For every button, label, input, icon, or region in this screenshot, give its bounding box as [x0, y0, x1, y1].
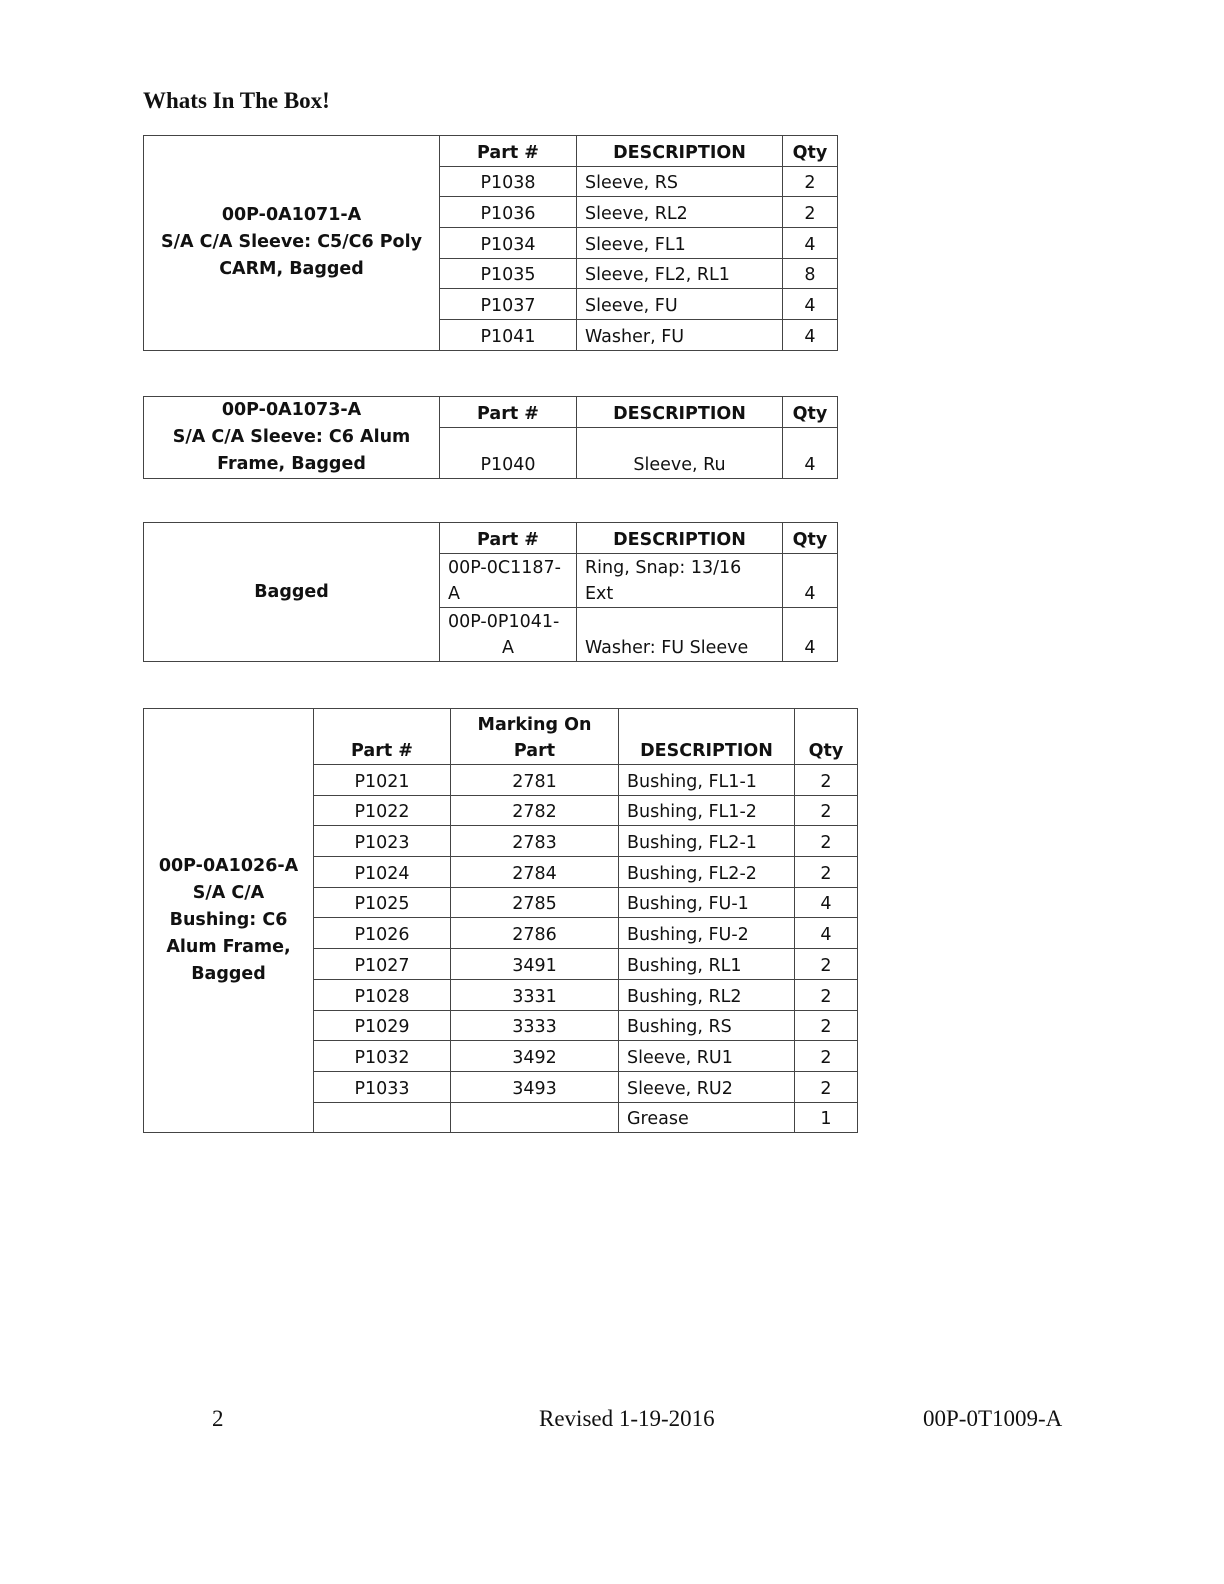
marking-cell: [451, 1102, 619, 1133]
qty-cell: 4: [783, 289, 838, 320]
qty-cell: 2: [795, 857, 858, 888]
qty-cell: 2: [783, 197, 838, 228]
description-cell: Sleeve, Ru: [577, 428, 783, 479]
header-marking: [451, 709, 619, 765]
kit-group-line: S/A C/A Sleeve: C5/C6 Poly: [161, 232, 422, 253]
description-cell: [577, 608, 783, 662]
qty-cell: 4: [783, 228, 838, 259]
description-cell: Sleeve, RU2: [619, 1071, 795, 1102]
header-part: Part #: [440, 397, 577, 428]
description-cell: Bushing, RS: [619, 1010, 795, 1041]
description-cell: Sleeve, FL2, RL1: [577, 258, 783, 289]
marking-cell: 3331: [451, 979, 619, 1010]
marking-cell: 3493: [451, 1071, 619, 1102]
description-cell: Bushing, FL2-1: [619, 826, 795, 857]
part-number-cell: P1038: [440, 166, 577, 197]
part-number-cell: [440, 608, 577, 662]
description-cell: Bushing, RL1: [619, 949, 795, 980]
part-number-line: 00P-0C1187-: [448, 558, 561, 578]
qty-cell: 2: [795, 949, 858, 980]
marking-cell: 3333: [451, 1010, 619, 1041]
part-number-cell: [314, 1102, 451, 1133]
marking-cell: 2786: [451, 918, 619, 949]
description-cell: Bushing, FL2-2: [619, 857, 795, 888]
qty-cell: 4: [795, 918, 858, 949]
marking-cell: 2785: [451, 887, 619, 918]
description-cell: Bushing, FU-2: [619, 918, 795, 949]
kit-table-00P-0A1073-A: [143, 396, 838, 479]
part-number-cell: P1022: [314, 795, 451, 826]
kit-table-bagged: [143, 522, 838, 662]
header-marking-line: Part: [513, 741, 556, 761]
header-qty: Qty: [783, 136, 838, 167]
qty-cell: 4: [783, 428, 838, 479]
part-number-cell: P1023: [314, 826, 451, 857]
marking-cell: 2782: [451, 795, 619, 826]
page-title: Whats In The Box!: [143, 88, 330, 113]
kit-table-00P-0A1026-A: [143, 708, 858, 1133]
qty-cell: 2: [795, 979, 858, 1010]
description-cell: Sleeve, RU1: [619, 1041, 795, 1072]
part-number-cell: P1029: [314, 1010, 451, 1041]
part-number-cell: P1026: [314, 918, 451, 949]
qty-cell: 2: [795, 795, 858, 826]
qty-cell: 4: [795, 887, 858, 918]
marking-cell: 3492: [451, 1041, 619, 1072]
description-line: Ring, Snap: 13/16: [585, 558, 742, 578]
kit-group-cell: [144, 136, 440, 351]
qty-cell: 2: [795, 826, 858, 857]
header-part: Part #: [440, 136, 577, 167]
description-cell: Bushing, FU-1: [619, 887, 795, 918]
header-qty: Qty: [783, 397, 838, 428]
kit-group-cell: [144, 709, 314, 1133]
kit-group-cell: [144, 523, 440, 662]
qty-cell: 2: [783, 166, 838, 197]
qty-cell: 4: [783, 554, 838, 608]
part-number-line: A: [502, 638, 514, 658]
part-number-cell: P1036: [440, 197, 577, 228]
kit-group-cell: [144, 397, 440, 479]
part-number-cell: P1041: [440, 320, 577, 351]
part-number-cell: P1032: [314, 1041, 451, 1072]
marking-cell: 2783: [451, 826, 619, 857]
part-number-cell: P1033: [314, 1071, 451, 1102]
kit-table-00P-0A1071-A: [143, 135, 838, 351]
footer-document-id: 00P-0T1009-A: [923, 1406, 1063, 1431]
part-number-cell: P1028: [314, 979, 451, 1010]
qty-cell: 8: [783, 258, 838, 289]
part-number-cell: P1037: [440, 289, 577, 320]
qty-cell: 2: [795, 1041, 858, 1072]
marking-cell: 3491: [451, 949, 619, 980]
header-description: DESCRIPTION: [577, 523, 783, 554]
kit-group-line: S/A C/A Sleeve: C6 Alum: [172, 427, 411, 447]
header-description: DESCRIPTION: [577, 397, 783, 428]
part-number-cell: [440, 554, 577, 608]
header-marking-line: Marking On: [477, 715, 592, 735]
kit-group-line: 00P-0A1026-A: [158, 856, 299, 877]
part-number-cell: P1024: [314, 857, 451, 888]
description-line: Washer: FU Sleeve: [585, 638, 749, 658]
footer-page-number: 2: [212, 1406, 224, 1431]
header-qty: Qty: [783, 523, 838, 554]
header-description: DESCRIPTION: [619, 709, 795, 765]
part-number-cell: P1027: [314, 949, 451, 980]
qty-cell: 4: [783, 320, 838, 351]
kit-group-line: CARM, Bagged: [219, 259, 364, 280]
qty-cell: 2: [795, 1071, 858, 1102]
description-cell: Bushing, FL1-2: [619, 795, 795, 826]
description-cell: Bushing, RL2: [619, 979, 795, 1010]
description-cell: Sleeve, FU: [577, 289, 783, 320]
description-cell: Sleeve, RL2: [577, 197, 783, 228]
kit-group-line: S/A C/A: [192, 883, 265, 904]
kit-group-line: Frame, Bagged: [217, 454, 366, 474]
header-description: DESCRIPTION: [577, 136, 783, 167]
kit-group-line: Bagged: [254, 581, 329, 602]
footer-revised-date: Revised 1-19-2016: [539, 1406, 715, 1431]
kit-group-line: Bagged: [191, 964, 266, 985]
description-cell: Bushing, FL1-1: [619, 765, 795, 796]
kit-group-line: 00P-0A1071-A: [221, 205, 362, 226]
part-number-cell: P1040: [440, 428, 577, 479]
part-number-cell: P1025: [314, 887, 451, 918]
part-number-cell: P1021: [314, 765, 451, 796]
part-number-cell: P1035: [440, 258, 577, 289]
kit-group-line: 00P-0A1073-A: [221, 400, 362, 420]
header-part: Part #: [314, 709, 451, 765]
kit-group-line: Bushing: C6: [169, 910, 288, 931]
description-cell: [577, 554, 783, 608]
description-cell: Sleeve, FL1: [577, 228, 783, 259]
qty-cell: 2: [795, 765, 858, 796]
marking-cell: 2781: [451, 765, 619, 796]
description-cell: Grease: [619, 1102, 795, 1133]
part-number-line: 00P-0P1041-: [448, 612, 560, 632]
description-line: Ext: [585, 584, 614, 604]
description-cell: Sleeve, RS: [577, 166, 783, 197]
qty-cell: 1: [795, 1102, 858, 1133]
kit-group-line: Alum Frame,: [166, 937, 291, 958]
part-number-cell: P1034: [440, 228, 577, 259]
marking-cell: 2784: [451, 857, 619, 888]
description-cell: Washer, FU: [577, 320, 783, 351]
header-qty: Qty: [795, 709, 858, 765]
header-part: Part #: [440, 523, 577, 554]
qty-cell: 2: [795, 1010, 858, 1041]
part-number-line: A: [448, 584, 460, 604]
qty-cell: 4: [783, 608, 838, 662]
